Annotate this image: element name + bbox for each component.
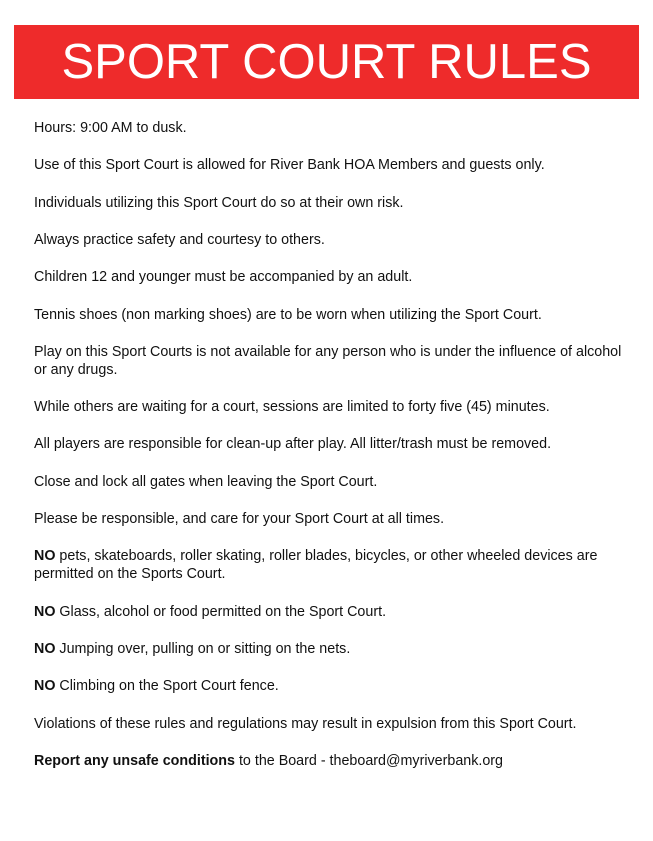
rule-text: Individuals utilizing this Sport Court do so at their own risk. bbox=[34, 194, 404, 211]
rule-bold-prefix: NO bbox=[34, 603, 56, 620]
rule-influence bbox=[34, 343, 624, 379]
rule-text: Climbing on the Sport Court fence. bbox=[55, 678, 279, 695]
rule-text: Use of this Sport Court is allowed for River Bank HOA Members and guests only. bbox=[34, 157, 545, 174]
rule-shoes bbox=[34, 306, 624, 324]
rule-text: Hours: 9:00 AM to dusk. bbox=[34, 120, 187, 136]
rule-text: to the Board - theboard@myriverbank.org bbox=[234, 752, 504, 769]
rule-text: Tennis shoes (non marking shoes) are to be worn when utilizing the Sport Court. bbox=[34, 306, 542, 323]
rule-text: pets, skateboards, roller skating, roller blades, bicycles, or other wheeled devices are permitted on the Sports Court. bbox=[34, 548, 598, 583]
rule-text: Jumping over, pulling on or sitting on the nets. bbox=[55, 640, 351, 657]
rule-bold-prefix: NO bbox=[34, 548, 56, 565]
rule-time-limit bbox=[34, 398, 624, 416]
rule-text: Children 12 and younger must be accompanied by an adult. bbox=[34, 269, 413, 286]
rule-text: Violations of these rules and regulations may result in expulsion from this Sport Court. bbox=[34, 715, 577, 732]
rule-text: Close and lock all gates when leaving the Sport Court. bbox=[34, 473, 378, 490]
rule-no-glass bbox=[34, 603, 624, 621]
rule-risk bbox=[34, 194, 624, 212]
rule-text: While others are waiting for a court, sessions are limited to forty five (45) minutes. bbox=[34, 399, 550, 416]
rule-access bbox=[34, 156, 624, 174]
rule-children bbox=[34, 268, 624, 286]
rule-cleanup bbox=[34, 435, 624, 453]
rule-bold-prefix: Report any unsafe conditions bbox=[34, 752, 235, 769]
rule-text: All players are responsible for clean-up after play. All litter/trash must be removed. bbox=[34, 436, 552, 453]
rule-no-fence bbox=[34, 677, 624, 695]
rule-gates bbox=[34, 473, 624, 491]
rule-no-nets bbox=[34, 640, 624, 658]
title-banner bbox=[14, 25, 639, 99]
rule-text: Please be responsible, and care for your Sport Court at all times. bbox=[34, 511, 445, 527]
rule-text: Always practice safety and courtesy to others. bbox=[34, 231, 325, 248]
rule-bold-prefix: NO bbox=[34, 678, 56, 695]
rule-text: Glass, alcohol or food permitted on the Sport Court. bbox=[55, 603, 387, 620]
rule-hours bbox=[34, 119, 624, 137]
rule-bold-prefix: NO bbox=[34, 640, 56, 657]
rule-violations bbox=[34, 715, 624, 733]
rule-no-wheels bbox=[34, 547, 624, 583]
page-title: SPORT COURT RULES bbox=[61, 34, 592, 89]
rule-care bbox=[34, 510, 624, 528]
rule-report bbox=[34, 752, 624, 770]
rule-text: Play on this Sport Courts is not available for any person who is under the influence of alcohol or any drugs. bbox=[34, 343, 622, 378]
rule-safety bbox=[34, 231, 624, 249]
